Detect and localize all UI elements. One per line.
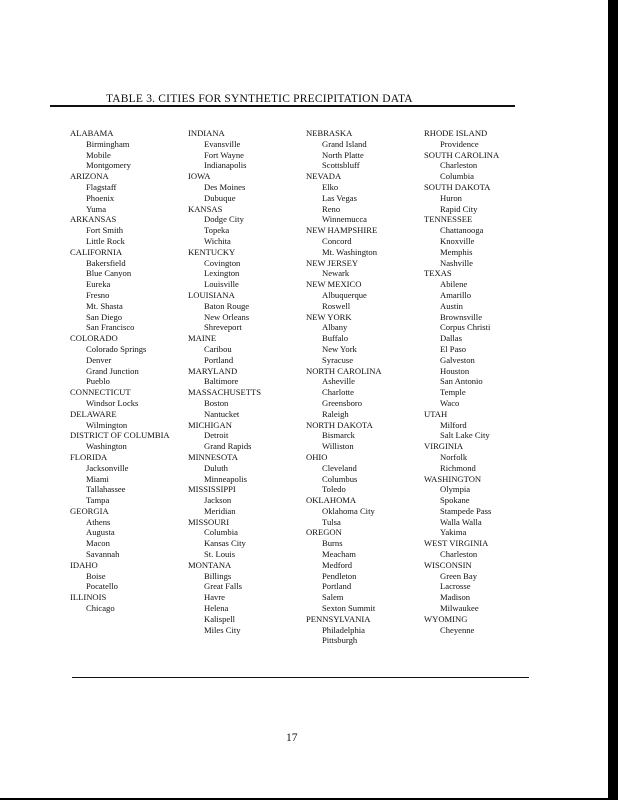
city-name: Jacksonville xyxy=(86,462,129,473)
city-name: Cleveland xyxy=(322,462,357,473)
state-name: WYOMING xyxy=(424,613,468,624)
state-name: IOWA xyxy=(188,171,211,182)
city-name: Williston xyxy=(322,441,354,452)
city-name: San Antonio xyxy=(440,376,483,387)
city-name: Jackson xyxy=(204,495,232,506)
city-name: Houston xyxy=(440,365,470,376)
city-name: Baltimore xyxy=(204,376,239,387)
state-name: OKLAHOMA xyxy=(306,495,357,506)
city-name: Tampa xyxy=(86,495,110,506)
city-name: Duluth xyxy=(204,462,228,473)
city-name: Brownsville xyxy=(440,311,483,322)
city-name: Walla Walla xyxy=(440,516,482,527)
city-name: Newark xyxy=(322,268,350,279)
city-name: Eureka xyxy=(86,279,111,290)
city-name: Pittsburgh xyxy=(322,635,358,646)
city-name: Knoxville xyxy=(440,235,475,246)
city-name: Dodge City xyxy=(204,214,244,225)
city-name: Kansas City xyxy=(204,538,246,549)
city-name: Greensboro xyxy=(322,397,363,408)
state-column-3 xyxy=(306,128,428,646)
state-name: TENNESSEE xyxy=(424,214,473,225)
city-name: Havre xyxy=(204,592,225,603)
city-name: Mt. Shasta xyxy=(86,300,123,311)
city-name: Colorado Springs xyxy=(86,343,147,354)
city-name: Providence xyxy=(440,138,479,149)
city-name: Tallahassee xyxy=(86,484,126,495)
city-name: Albany xyxy=(322,322,348,333)
state-name: MICHIGAN xyxy=(188,419,232,430)
city-name: Salem xyxy=(322,592,344,603)
state-column-4 xyxy=(424,128,546,635)
page-edge-shadow xyxy=(608,0,618,800)
state-name: NEVADA xyxy=(306,171,342,182)
city-name: Fort Wayne xyxy=(204,149,244,160)
city-name: Dallas xyxy=(440,333,462,344)
city-name: Madison xyxy=(440,592,471,603)
city-name: Windsor Locks xyxy=(86,397,139,408)
city-name: San Francisco xyxy=(86,322,135,333)
state-name: MARYLAND xyxy=(188,365,238,376)
city-name: Medford xyxy=(322,559,353,570)
city-name: Huron xyxy=(440,192,462,203)
state-name: GEORGIA xyxy=(70,505,109,516)
state-name: DISTRICT OF COLUMBIA xyxy=(70,430,170,441)
city-name: Fort Smith xyxy=(86,225,124,236)
city-name: Stampede Pass xyxy=(440,505,492,516)
state-column-1 xyxy=(70,128,192,614)
state-name: MISSISSIPPI xyxy=(188,484,236,495)
state-name: OREGON xyxy=(306,527,342,538)
city-name: Abilene xyxy=(440,279,468,290)
city-name: Miles City xyxy=(204,624,241,635)
state-name: CONNECTICUT xyxy=(70,387,131,398)
state-name: NEW YORK xyxy=(306,311,352,322)
city-name: Shreveport xyxy=(204,322,242,333)
city-name: Olympia xyxy=(440,484,471,495)
city-name: Blue Canyon xyxy=(86,268,132,279)
city-name: Washington xyxy=(86,441,127,452)
city-name: Bakersfield xyxy=(86,257,126,268)
city-name: Nashville xyxy=(440,257,473,268)
city-name: Lacrosse xyxy=(440,581,471,592)
city-name: Corpus Christi xyxy=(440,322,491,333)
city-name: Mobile xyxy=(86,149,111,160)
city-name: Montgomery xyxy=(86,160,131,171)
city-name: Spokane xyxy=(440,495,470,506)
state-name: NORTH DAKOTA xyxy=(306,419,373,430)
state-name: KENTUCKY xyxy=(188,246,236,257)
city-name: Athens xyxy=(86,516,111,527)
city-name: Grand Rapids xyxy=(204,441,252,452)
city-name: Cheyenne xyxy=(440,624,475,635)
city-name: Augusta xyxy=(86,527,115,538)
state-name: IDAHO xyxy=(70,559,98,570)
city-name: Portland xyxy=(322,581,352,592)
bottom-rule xyxy=(72,677,529,678)
city-name: Caribou xyxy=(204,343,232,354)
city-name: Las Vegas xyxy=(322,192,357,203)
city-name: Albuquerque xyxy=(322,289,367,300)
city-name: New Orleans xyxy=(204,311,250,322)
state-name: FLORIDA xyxy=(70,451,108,462)
city-name: Macon xyxy=(86,538,110,549)
city-name: Asheville xyxy=(322,376,355,387)
city-name: Covington xyxy=(204,257,241,268)
state-name: WEST VIRGINIA xyxy=(424,538,489,549)
city-name: Dubuque xyxy=(204,192,236,203)
city-name: Evansville xyxy=(204,138,241,149)
city-name: St. Louis xyxy=(204,549,236,560)
state-name: UTAH xyxy=(424,408,448,419)
city-name: Mt. Washington xyxy=(322,246,378,257)
state-name: RHODE ISLAND xyxy=(424,128,488,138)
state-name: SOUTH DAKOTA xyxy=(424,181,491,192)
city-name: Wilmington xyxy=(86,419,128,430)
city-name: Buffalo xyxy=(322,333,349,344)
city-name: Pocatello xyxy=(86,581,118,592)
state-name: WISCONSIN xyxy=(424,559,472,570)
city-name: Burns xyxy=(322,538,343,549)
city-name: Fresno xyxy=(86,289,110,300)
city-name: Great Falls xyxy=(204,581,242,592)
state-name: OHIO xyxy=(306,451,328,462)
city-name: Tulsa xyxy=(322,516,341,527)
city-name: Chicago xyxy=(86,603,115,614)
state-name: PENNSYLVANIA xyxy=(306,613,371,624)
city-name: Austin xyxy=(440,300,463,311)
city-name: Des Moines xyxy=(204,181,246,192)
city-name: Chattanooga xyxy=(440,225,484,236)
city-name: Lexington xyxy=(204,268,240,279)
city-name: Wichita xyxy=(204,235,231,246)
state-name: ALABAMA xyxy=(70,128,114,138)
city-name: Charleston xyxy=(440,549,478,560)
city-name: North Platte xyxy=(322,149,364,160)
city-name: Columbia xyxy=(204,527,238,538)
city-name: Syracuse xyxy=(322,354,354,365)
city-name: Raleigh xyxy=(322,408,349,419)
city-name: Milwaukee xyxy=(440,603,479,614)
city-name: Temple xyxy=(440,387,466,398)
state-name: KANSAS xyxy=(188,203,223,214)
city-name: Sexton Summit xyxy=(322,603,376,614)
city-name: Winnemucca xyxy=(322,214,367,225)
state-name: MISSOURI xyxy=(188,516,230,527)
city-name: Topeka xyxy=(204,225,230,236)
city-name: Richmond xyxy=(440,462,476,473)
city-name: Grand Island xyxy=(322,138,367,149)
city-name: Portland xyxy=(204,354,234,365)
table-title: TABLE 3. CITIES FOR SYNTHETIC PRECIPITATION DATA xyxy=(106,93,413,105)
city-name: Oklahoma City xyxy=(322,505,375,516)
state-name: WASHINGTON xyxy=(424,473,482,484)
city-name: Yakima xyxy=(440,527,467,538)
state-name: MASSACHUSETTS xyxy=(188,387,262,398)
state-name: ARKANSAS xyxy=(70,214,117,225)
city-name: San Diego xyxy=(86,311,123,322)
state-name: INDIANA xyxy=(188,128,225,138)
city-name: New York xyxy=(322,343,357,354)
state-name: COLORADO xyxy=(70,333,118,344)
city-name: Galveston xyxy=(440,354,475,365)
city-name: Norfolk xyxy=(440,451,468,462)
city-name: Pueblo xyxy=(86,376,110,387)
city-name: Kalispell xyxy=(204,613,236,624)
city-name: Roswell xyxy=(322,300,351,311)
city-name: Reno xyxy=(322,203,341,214)
city-name: Little Rock xyxy=(86,235,125,246)
city-name: Rapid City xyxy=(440,203,478,214)
state-name: CALIFORNIA xyxy=(70,246,123,257)
city-name: Yuma xyxy=(86,203,107,214)
city-name: Detroit xyxy=(204,430,229,441)
state-name: LOUISIANA xyxy=(188,289,235,300)
city-name: Charlotte xyxy=(322,387,354,398)
city-name: Amarillo xyxy=(440,289,472,300)
state-name: ARIZONA xyxy=(70,171,109,182)
city-name: Columbus xyxy=(322,473,358,484)
city-name: Toledo xyxy=(322,484,346,495)
city-name: Salt Lake City xyxy=(440,430,490,441)
city-name: Minneapolis xyxy=(204,473,247,484)
city-name: Denver xyxy=(86,354,112,365)
title-rule xyxy=(50,105,515,107)
city-name: Boise xyxy=(86,570,106,581)
state-name: NEW JERSEY xyxy=(306,257,359,268)
city-name: Waco xyxy=(440,397,460,408)
city-name: Phoenix xyxy=(86,192,115,203)
city-name: Columbia xyxy=(440,171,474,182)
page-number: 17 xyxy=(286,732,298,744)
city-name: Green Bay xyxy=(440,570,477,581)
city-name: Memphis xyxy=(440,246,473,257)
state-name: TEXAS xyxy=(424,268,452,279)
city-name: Savannah xyxy=(86,549,120,560)
city-name: Nantucket xyxy=(204,408,240,419)
state-name: VIRGINIA xyxy=(424,441,464,452)
city-name: Meridian xyxy=(204,505,236,516)
state-name: NORTH CAROLINA xyxy=(306,365,382,376)
state-name: DELAWARE xyxy=(70,408,117,419)
city-name: Indianapolis xyxy=(204,160,247,171)
city-name: Scottsbluff xyxy=(322,160,360,171)
state-name: ILLINOIS xyxy=(70,592,107,603)
state-name: MINNESOTA xyxy=(188,451,238,462)
state-name: NEW HAMPSHIRE xyxy=(306,225,378,236)
city-name: Concord xyxy=(322,235,352,246)
city-name: El Paso xyxy=(440,343,467,354)
city-name: Birmingham xyxy=(86,138,130,149)
city-name: Pendleton xyxy=(322,570,357,581)
city-name: Grand Junction xyxy=(86,365,139,376)
city-name: Milford xyxy=(440,419,467,430)
city-name: Bismarck xyxy=(322,430,355,441)
city-name: Flagstaff xyxy=(86,181,117,192)
city-name: Helena xyxy=(204,603,229,614)
state-name: MAINE xyxy=(188,333,217,344)
city-name: Philadelphia xyxy=(322,624,365,635)
state-name: MONTANA xyxy=(188,559,232,570)
state-name: NEBRASKA xyxy=(306,128,353,138)
city-name: Miami xyxy=(86,473,109,484)
city-name: Meacham xyxy=(322,549,356,560)
city-name: Boston xyxy=(204,397,229,408)
city-name: Elko xyxy=(322,181,339,192)
city-name: Billings xyxy=(204,570,232,581)
city-name: Louisville xyxy=(204,279,239,290)
state-name: NEW MEXICO xyxy=(306,279,362,290)
state-name: SOUTH CAROLINA xyxy=(424,149,500,160)
city-name: Baton Rouge xyxy=(204,300,250,311)
city-name: Charleston xyxy=(440,160,478,171)
state-column-2 xyxy=(188,128,310,635)
